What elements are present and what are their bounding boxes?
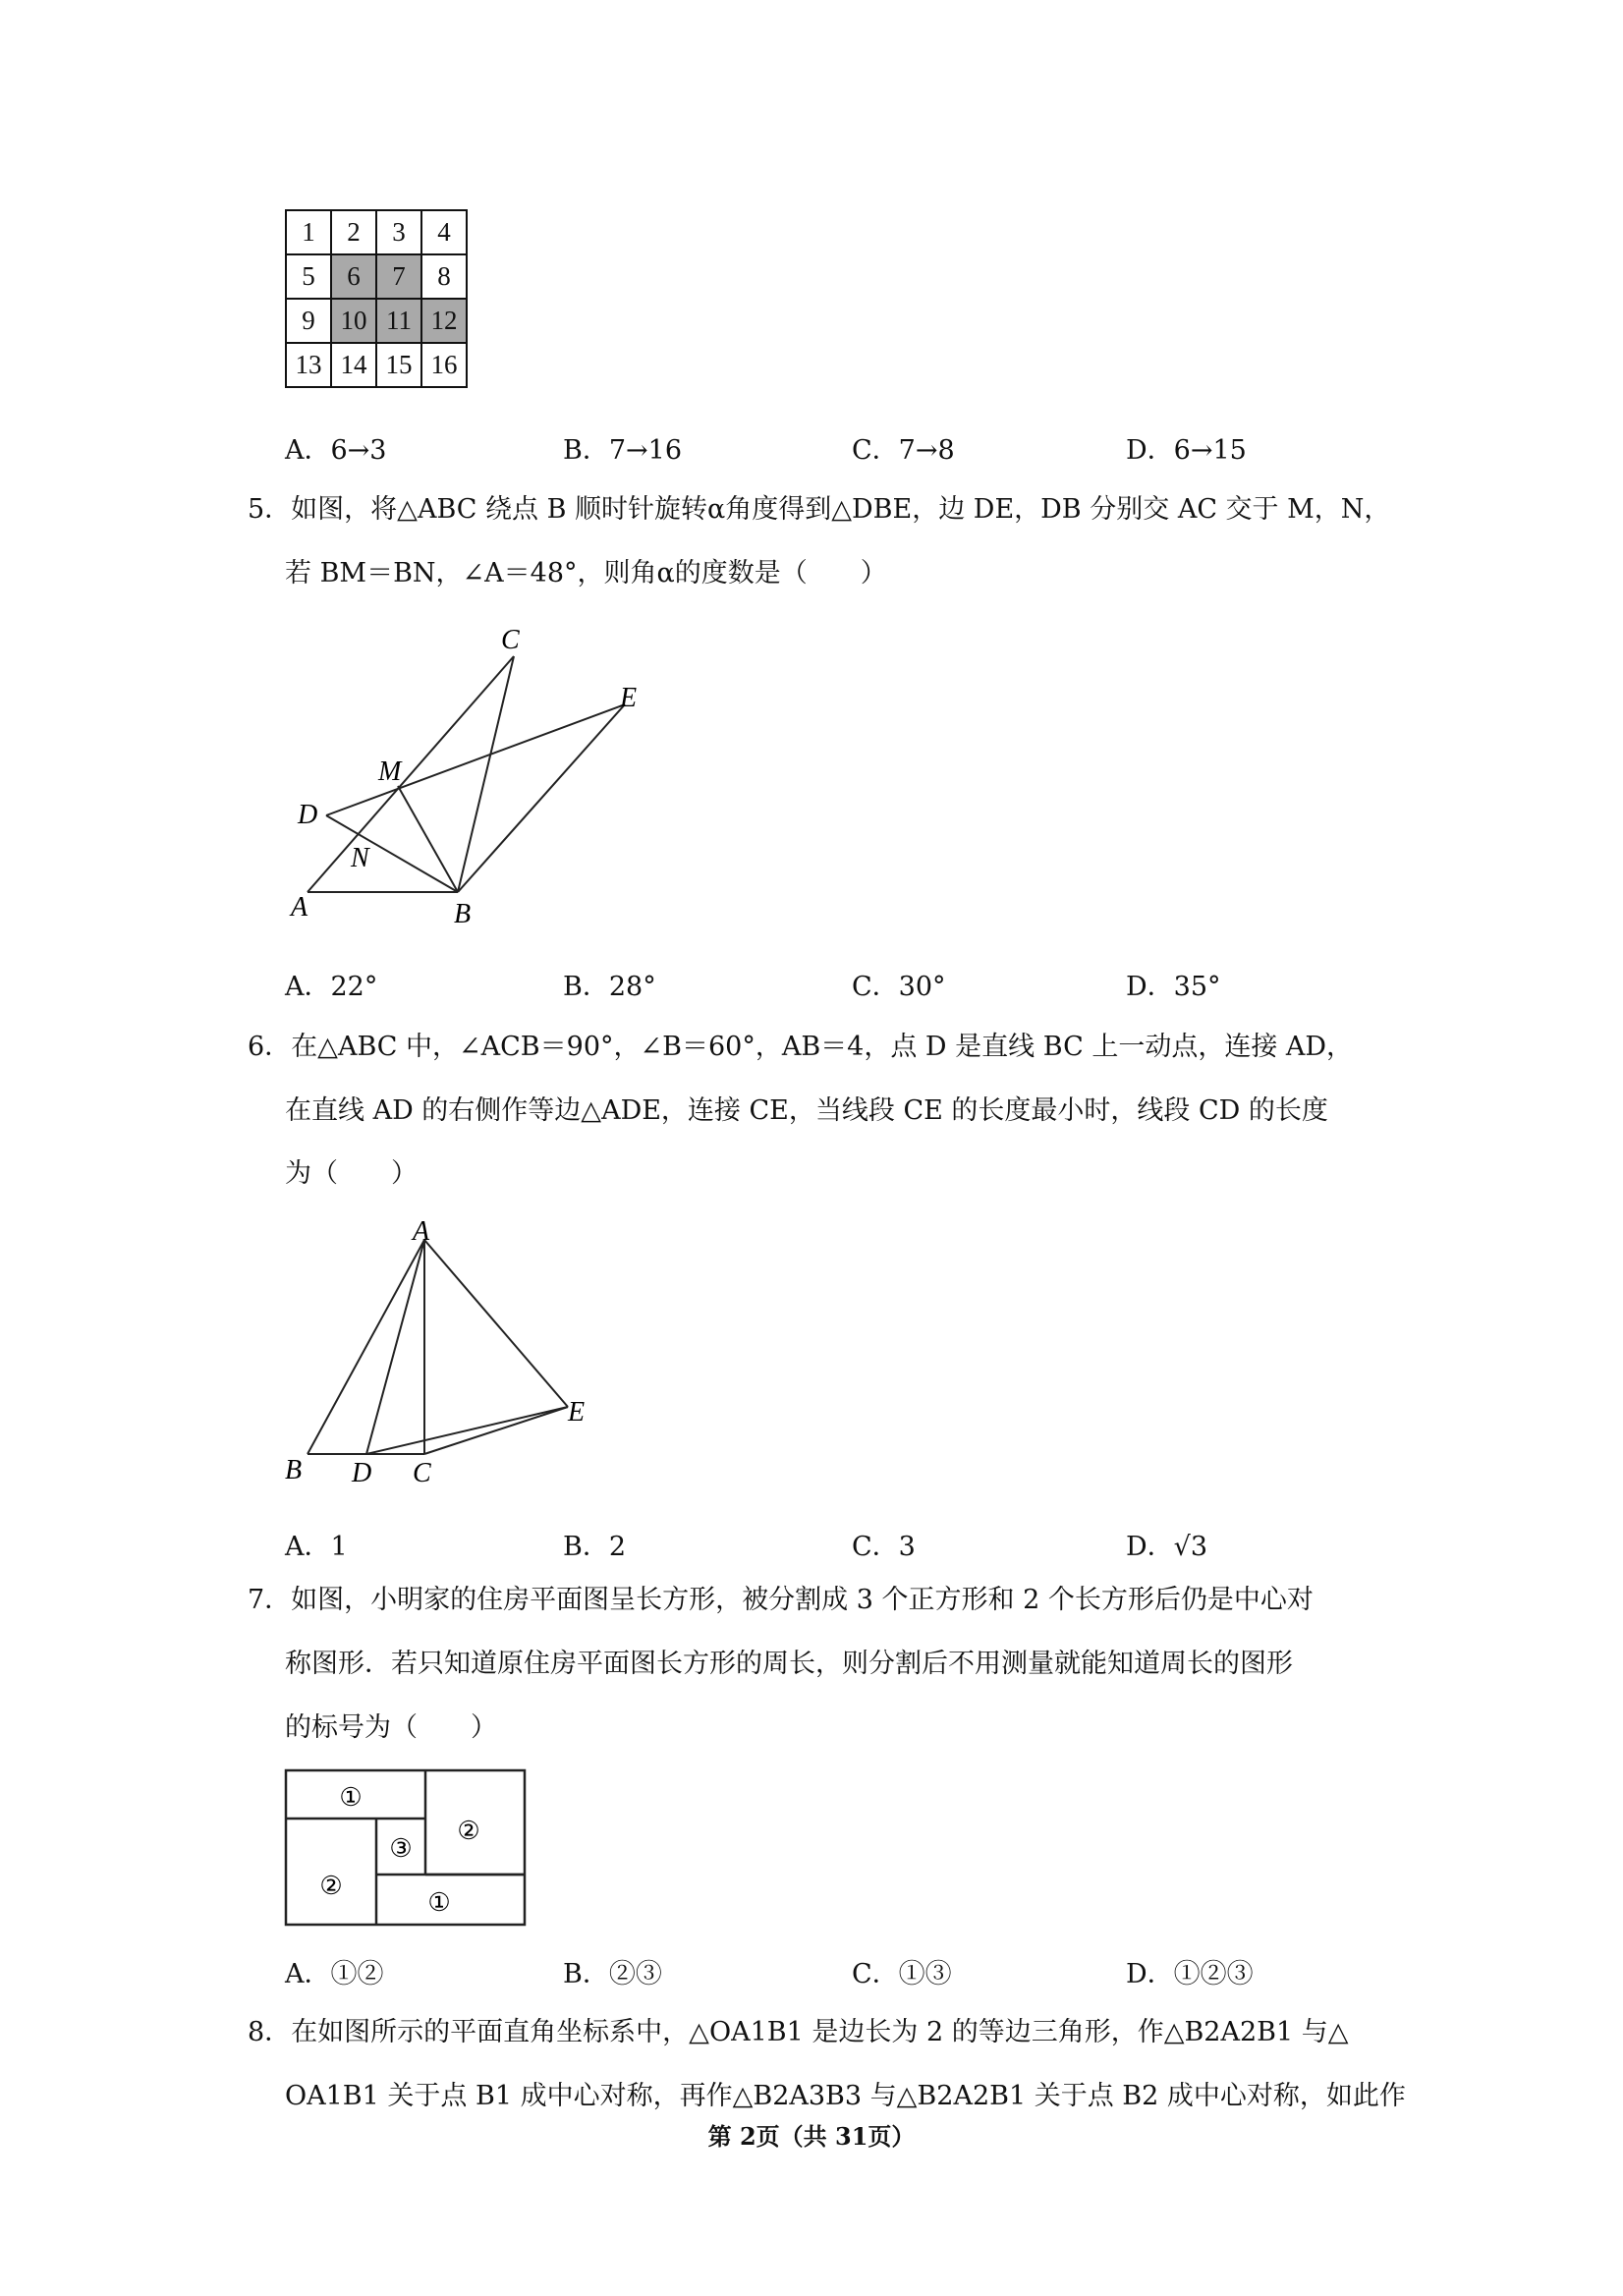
- q7-option-a: A．①②: [285, 1959, 384, 1989]
- q6-label-e: E: [568, 1397, 586, 1428]
- grid-cell: 4: [421, 210, 467, 254]
- q5-stem-line2: 若 BM＝BN，∠A＝48°，则角α的度数是（ ）: [285, 558, 887, 588]
- q5-label-m: M: [378, 756, 402, 787]
- q6-option-d: D．√3: [1126, 1532, 1208, 1562]
- grid-cell: 8: [421, 254, 467, 299]
- q5-label-c: C: [501, 625, 520, 655]
- q6-option-a: A．1: [285, 1532, 348, 1562]
- grid-cell: 7: [376, 254, 421, 299]
- q5-label-a: A: [291, 892, 308, 923]
- q5-option-b: B．28°: [563, 972, 656, 1002]
- q4-option-a: A．6→3: [285, 435, 387, 466]
- q7-label-region-3-center: ③: [389, 1834, 413, 1863]
- q6-stem-line2: 在直线 AD 的右侧作等边△ADE，连接 CE，当线段 CE 的长度最小时，线段 CD 的长度: [285, 1095, 1328, 1126]
- q5-label-b: B: [454, 899, 472, 929]
- q5-stem-line1: 5．如图，将△ABC 绕点 B 顺时针旋转α角度得到△DBE，边 DE，DB 分别交 AC 交于 M，N，: [248, 494, 1391, 525]
- q5-label-d: D: [298, 800, 318, 830]
- q4-option-c: C．7→8: [852, 435, 955, 466]
- q7-label-region-2-left: ②: [319, 1872, 343, 1900]
- q6-option-b: B．2: [563, 1532, 627, 1562]
- q5-option-a: A．22°: [285, 972, 378, 1002]
- grid-cell: 1: [286, 210, 331, 254]
- q6-label-c: C: [413, 1458, 431, 1488]
- q7-stem-line3: 的标号为（ ）: [285, 1712, 497, 1743]
- q7-stem-line2: 称图形．若只知道原住房平面图长方形的周长，则分割后不用测量就能知道周长的图形: [285, 1649, 1293, 1679]
- q5-label-n: N: [351, 843, 369, 873]
- grid-cell: 11: [376, 299, 421, 343]
- q8-stem-line1: 8．在如图所示的平面直角坐标系中，△OA1B1 是边长为 2 的等边三角形，作△B2A2B1 与△: [248, 2017, 1349, 2047]
- q8-stem-line2: OA1B1 关于点 B1 成中心对称，再作△B2A3B3 与△B2A2B1 关于点 B2 成中心对称，如此作: [285, 2081, 1406, 2111]
- grid-cell: 2: [331, 210, 376, 254]
- grid-cell: 12: [421, 299, 467, 343]
- q6-stem-line1: 6．在△ABC 中，∠ACB＝90°，∠B＝60°，AB＝4，点 D 是直线 BC 上一动点，连接 AD，: [248, 1032, 1354, 1062]
- q6-label-d: D: [352, 1458, 372, 1488]
- q7-label-region-1-bottom: ①: [427, 1888, 451, 1917]
- q7-stem-line1: 7．如图，小明家的住房平面图呈长方形，被分割成 3 个正方形和 2 个长方形后仍是中心对: [248, 1585, 1314, 1615]
- grid-cell: 10: [331, 299, 376, 343]
- q7-option-d: D．①②③: [1126, 1959, 1254, 1989]
- grid-cell: 9: [286, 299, 331, 343]
- q4-option-b: B．7→16: [563, 435, 682, 466]
- grid-cell: 6: [331, 254, 376, 299]
- q6-label-a: A: [413, 1216, 430, 1247]
- q5-option-d: D．35°: [1126, 972, 1221, 1002]
- grid-cell: 13: [286, 343, 331, 387]
- q6-label-b: B: [285, 1455, 303, 1485]
- q7-option-b: B．②③: [563, 1959, 662, 1989]
- grid-cell: 3: [376, 210, 421, 254]
- q7-option-c: C．①③: [852, 1959, 952, 1989]
- q7-label-region-2-right: ②: [457, 1817, 480, 1845]
- q6-option-c: C．3: [852, 1532, 916, 1562]
- q4-option-d: D．6→15: [1126, 435, 1247, 466]
- page-footer: 第 2页（共 31页）: [707, 2122, 916, 2151]
- grid-cell: 5: [286, 254, 331, 299]
- q6-stem-line3: 为（ ）: [285, 1158, 418, 1189]
- grid-cell: 15: [376, 343, 421, 387]
- q5-label-e: E: [620, 683, 638, 713]
- q5-option-c: C．30°: [852, 972, 946, 1002]
- q7-label-region-1-top: ①: [339, 1783, 363, 1812]
- grid-cell: 16: [421, 343, 467, 387]
- grid-cell: 14: [331, 343, 376, 387]
